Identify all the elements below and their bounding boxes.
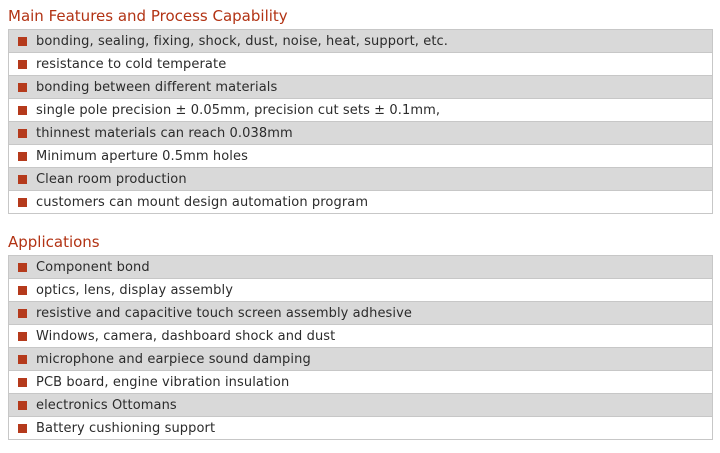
square-bullet-icon [18,152,27,161]
square-bullet-icon [18,263,27,272]
list-item: Component bond [9,256,712,279]
square-bullet-icon [18,378,27,387]
square-bullet-icon [18,286,27,295]
list-item: thinnest materials can reach 0.038mm [9,122,712,145]
square-bullet-icon [18,401,27,410]
applications-list [8,255,713,440]
square-bullet-icon [18,332,27,341]
list-item: Battery cushioning support [9,417,712,440]
list-item: single pole precision ± 0.05mm, precision cut sets ± 0.1mm, [9,99,712,122]
list-item: Windows, camera, dashboard shock and dust [9,325,712,348]
square-bullet-icon [18,129,27,138]
square-bullet-icon [18,175,27,184]
list-item: resistance to cold temperate [9,53,712,76]
list-item: bonding, sealing, fixing, shock, dust, noise, heat, support, etc. [9,30,712,53]
list-item: optics, lens, display assembly [9,279,712,302]
list-item: electronics Ottomans [9,394,712,417]
list-item: microphone and earpiece sound damping [9,348,712,371]
list-item: Minimum aperture 0.5mm holes [9,145,712,168]
square-bullet-icon [18,355,27,364]
list-item: customers can mount design automation program [9,191,712,214]
square-bullet-icon [18,198,27,207]
square-bullet-icon [18,60,27,69]
list-item: Clean room production [9,168,712,191]
list-item: bonding between different materials [9,76,712,99]
square-bullet-icon [18,106,27,115]
square-bullet-icon [18,309,27,318]
list-item: PCB board, engine vibration insulation [9,371,712,394]
square-bullet-icon [18,83,27,92]
square-bullet-icon [18,424,27,433]
applications-title: Applications [8,233,100,251]
square-bullet-icon [18,37,27,46]
list-item: resistive and capacitive touch screen assembly adhesive [9,302,712,325]
features-title: Main Features and Process Capability [8,7,288,25]
features-list [8,29,713,214]
